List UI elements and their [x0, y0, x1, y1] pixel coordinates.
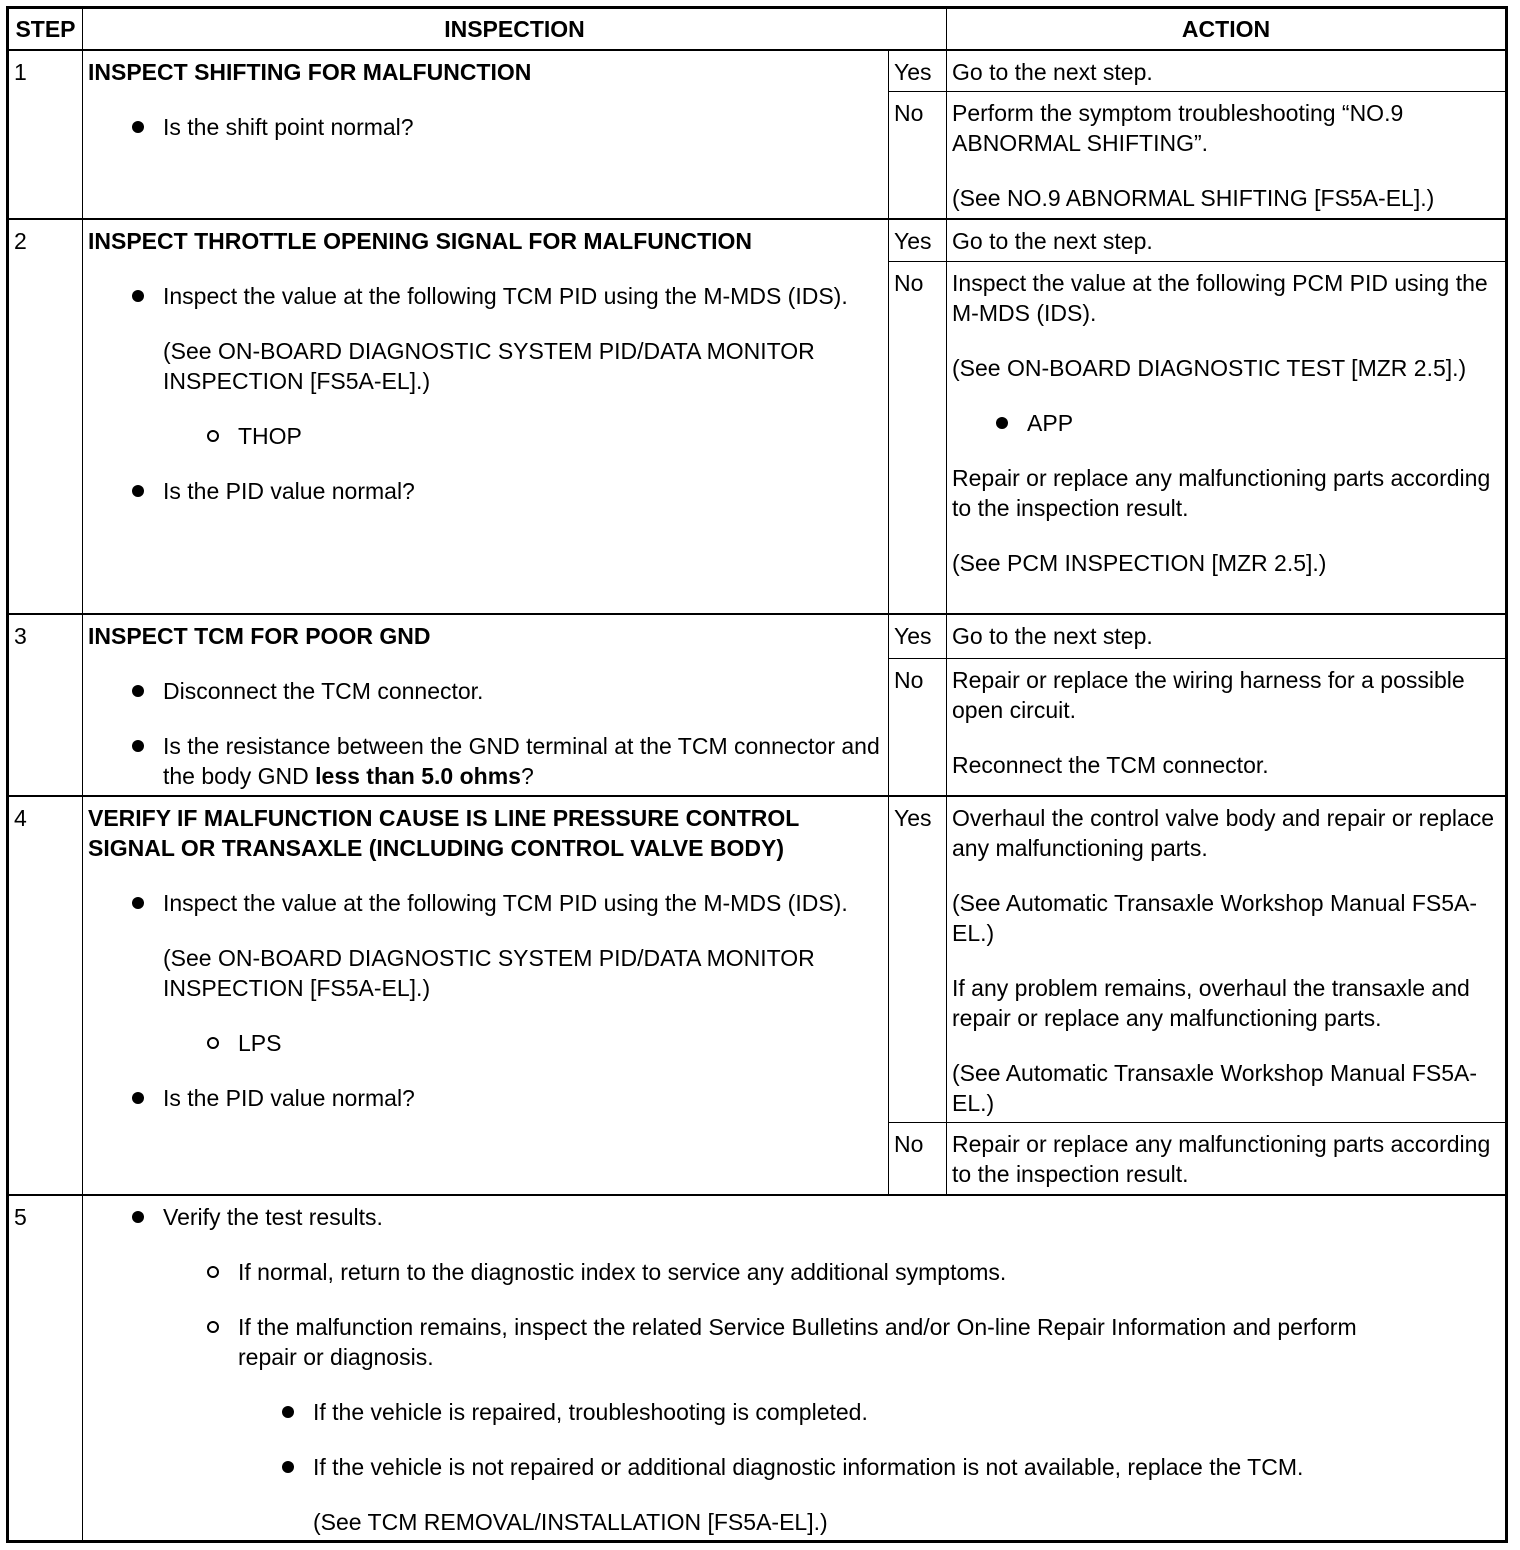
- list-item: Verify the test results.: [88, 1202, 1500, 1232]
- step-2-inspection: [83, 219, 889, 614]
- step-5-inspection: [83, 1195, 1507, 1542]
- step-1-row: [8, 50, 1507, 92]
- bullet-dot-icon: [132, 685, 144, 697]
- no-label: No: [889, 262, 947, 614]
- list-item: If normal, return to the diagnostic index to service any additional symptoms.: [88, 1257, 1500, 1287]
- step-number: 3: [8, 614, 83, 796]
- bullet-circle-icon: [207, 1266, 219, 1278]
- list-item: Is the shift point normal?: [88, 112, 883, 142]
- list-item: Is the resistance between the GND terminal at the TCM connector and the body GND less than 5.0 ohms?: [88, 731, 883, 791]
- step-number: 2: [8, 219, 83, 614]
- yes-action: Go to the next step.: [947, 50, 1507, 92]
- reference-note: (See ON-BOARD DIAGNOSTIC SYSTEM PID/DATA MONITOR INSPECTION [FS5A-EL].): [163, 337, 815, 394]
- step-1-inspection: [83, 50, 889, 219]
- step-number: 5: [8, 1195, 83, 1542]
- bullet-dot-icon: [282, 1461, 294, 1473]
- no-action: Repair or replace any malfunctioning parts according to the inspection result.: [947, 1123, 1507, 1195]
- bullet-dot-icon: [282, 1406, 294, 1418]
- bullet-circle-icon: [207, 1321, 219, 1333]
- step-3-row: [8, 614, 1507, 659]
- bullet-dot-icon: [132, 485, 144, 497]
- list-item: LPS: [88, 1028, 883, 1058]
- yes-action: Go to the next step.: [947, 219, 1507, 262]
- bullet-dot-icon: [132, 740, 144, 752]
- list-item: Is the PID value normal?: [88, 1083, 883, 1113]
- yes-action: Go to the next step.: [947, 614, 1507, 659]
- bullet-dot-icon: [132, 290, 144, 302]
- no-action: Repair or replace the wiring harness for a possible open circuit. Reconnect the TCM connector.: [947, 659, 1507, 796]
- bullet-circle-icon: [207, 430, 219, 442]
- step-number: 1: [8, 50, 83, 219]
- list-item: Disconnect the TCM connector.: [88, 676, 883, 706]
- reference-note: (See TCM REMOVAL/INSTALLATION [FS5A-EL].): [313, 1508, 828, 1535]
- step-4-inspection: [83, 796, 889, 1195]
- troubleshooting-table: [6, 6, 1508, 1543]
- yes-label: Yes: [889, 219, 947, 262]
- no-action: Inspect the value at the following PCM PID using the M-MDS (IDS). (See ON-BOARD DIAGNOSTIC TEST [MZR 2.5].) APP Repair or replace any malfunctioning parts according to the inspection result. (See PCM INSPECTION [MZR 2.5].): [947, 262, 1507, 614]
- bullet-dot-icon: [132, 897, 144, 909]
- list-item: APP: [952, 408, 1500, 438]
- bullet-dot-icon: [132, 121, 144, 133]
- yes-action: Overhaul the control valve body and repair or replace any malfunctioning parts. (See Automatic Transaxle Workshop Manual FS5A-EL.) If any problem remains, overhaul the transaxle and repair or replace any malfunctioning parts. (See Automatic Transaxle Workshop Manual FS5A-EL.): [947, 796, 1507, 1123]
- header-action: ACTION: [947, 8, 1507, 50]
- step-title: VERIFY IF MALFUNCTION CAUSE IS LINE PRESSURE CONTROL SIGNAL OR TRANSAXLE (INCLUDING CONTROL VALVE BODY): [88, 804, 799, 861]
- list-item: Inspect the value at the following TCM PID using the M-MDS (IDS).: [88, 281, 883, 311]
- yes-label: Yes: [889, 796, 947, 1123]
- no-label: No: [889, 1123, 947, 1195]
- bullet-dot-icon: [132, 1092, 144, 1104]
- step-2-row: [8, 219, 1507, 262]
- list-item: If the vehicle is repaired, troubleshooting is completed.: [88, 1397, 1500, 1427]
- no-label: No: [889, 92, 947, 219]
- step-3-inspection: [83, 614, 889, 796]
- table-header-row: [8, 8, 1507, 50]
- no-label: No: [889, 659, 947, 796]
- header-step: STEP: [8, 8, 83, 50]
- no-action: Perform the symptom troubleshooting “NO.9 ABNORMAL SHIFTING”. (See NO.9 ABNORMAL SHIFTING [FS5A-EL].): [947, 92, 1507, 219]
- list-item: Is the PID value normal?: [88, 476, 883, 506]
- list-item: Inspect the value at the following TCM PID using the M-MDS (IDS).: [88, 888, 883, 918]
- step-4-row: [8, 796, 1507, 1123]
- step-title: INSPECT THROTTLE OPENING SIGNAL FOR MALFUNCTION: [88, 227, 753, 254]
- bullet-circle-icon: [207, 1037, 219, 1049]
- step-title: INSPECT TCM FOR POOR GND: [88, 622, 431, 649]
- step-title: INSPECT SHIFTING FOR MALFUNCTION: [88, 58, 532, 85]
- yes-label: Yes: [889, 50, 947, 92]
- bullet-dot-icon: [132, 1211, 144, 1223]
- step-number: 4: [8, 796, 83, 1195]
- step-5-row: [8, 1195, 1507, 1542]
- yes-label: Yes: [889, 614, 947, 659]
- bullet-dot-icon: [996, 417, 1008, 429]
- reference-note: (See ON-BOARD DIAGNOSTIC SYSTEM PID/DATA MONITOR INSPECTION [FS5A-EL].): [163, 944, 815, 1001]
- list-item: If the vehicle is not repaired or additional diagnostic information is not available, replace the TCM.: [88, 1452, 1500, 1482]
- list-item: THOP: [88, 421, 883, 451]
- header-inspection: INSPECTION: [83, 8, 947, 50]
- list-item: If the malfunction remains, inspect the related Service Bulletins and/or On-line Repair Information and perform repair or diagnosis.: [88, 1312, 1500, 1372]
